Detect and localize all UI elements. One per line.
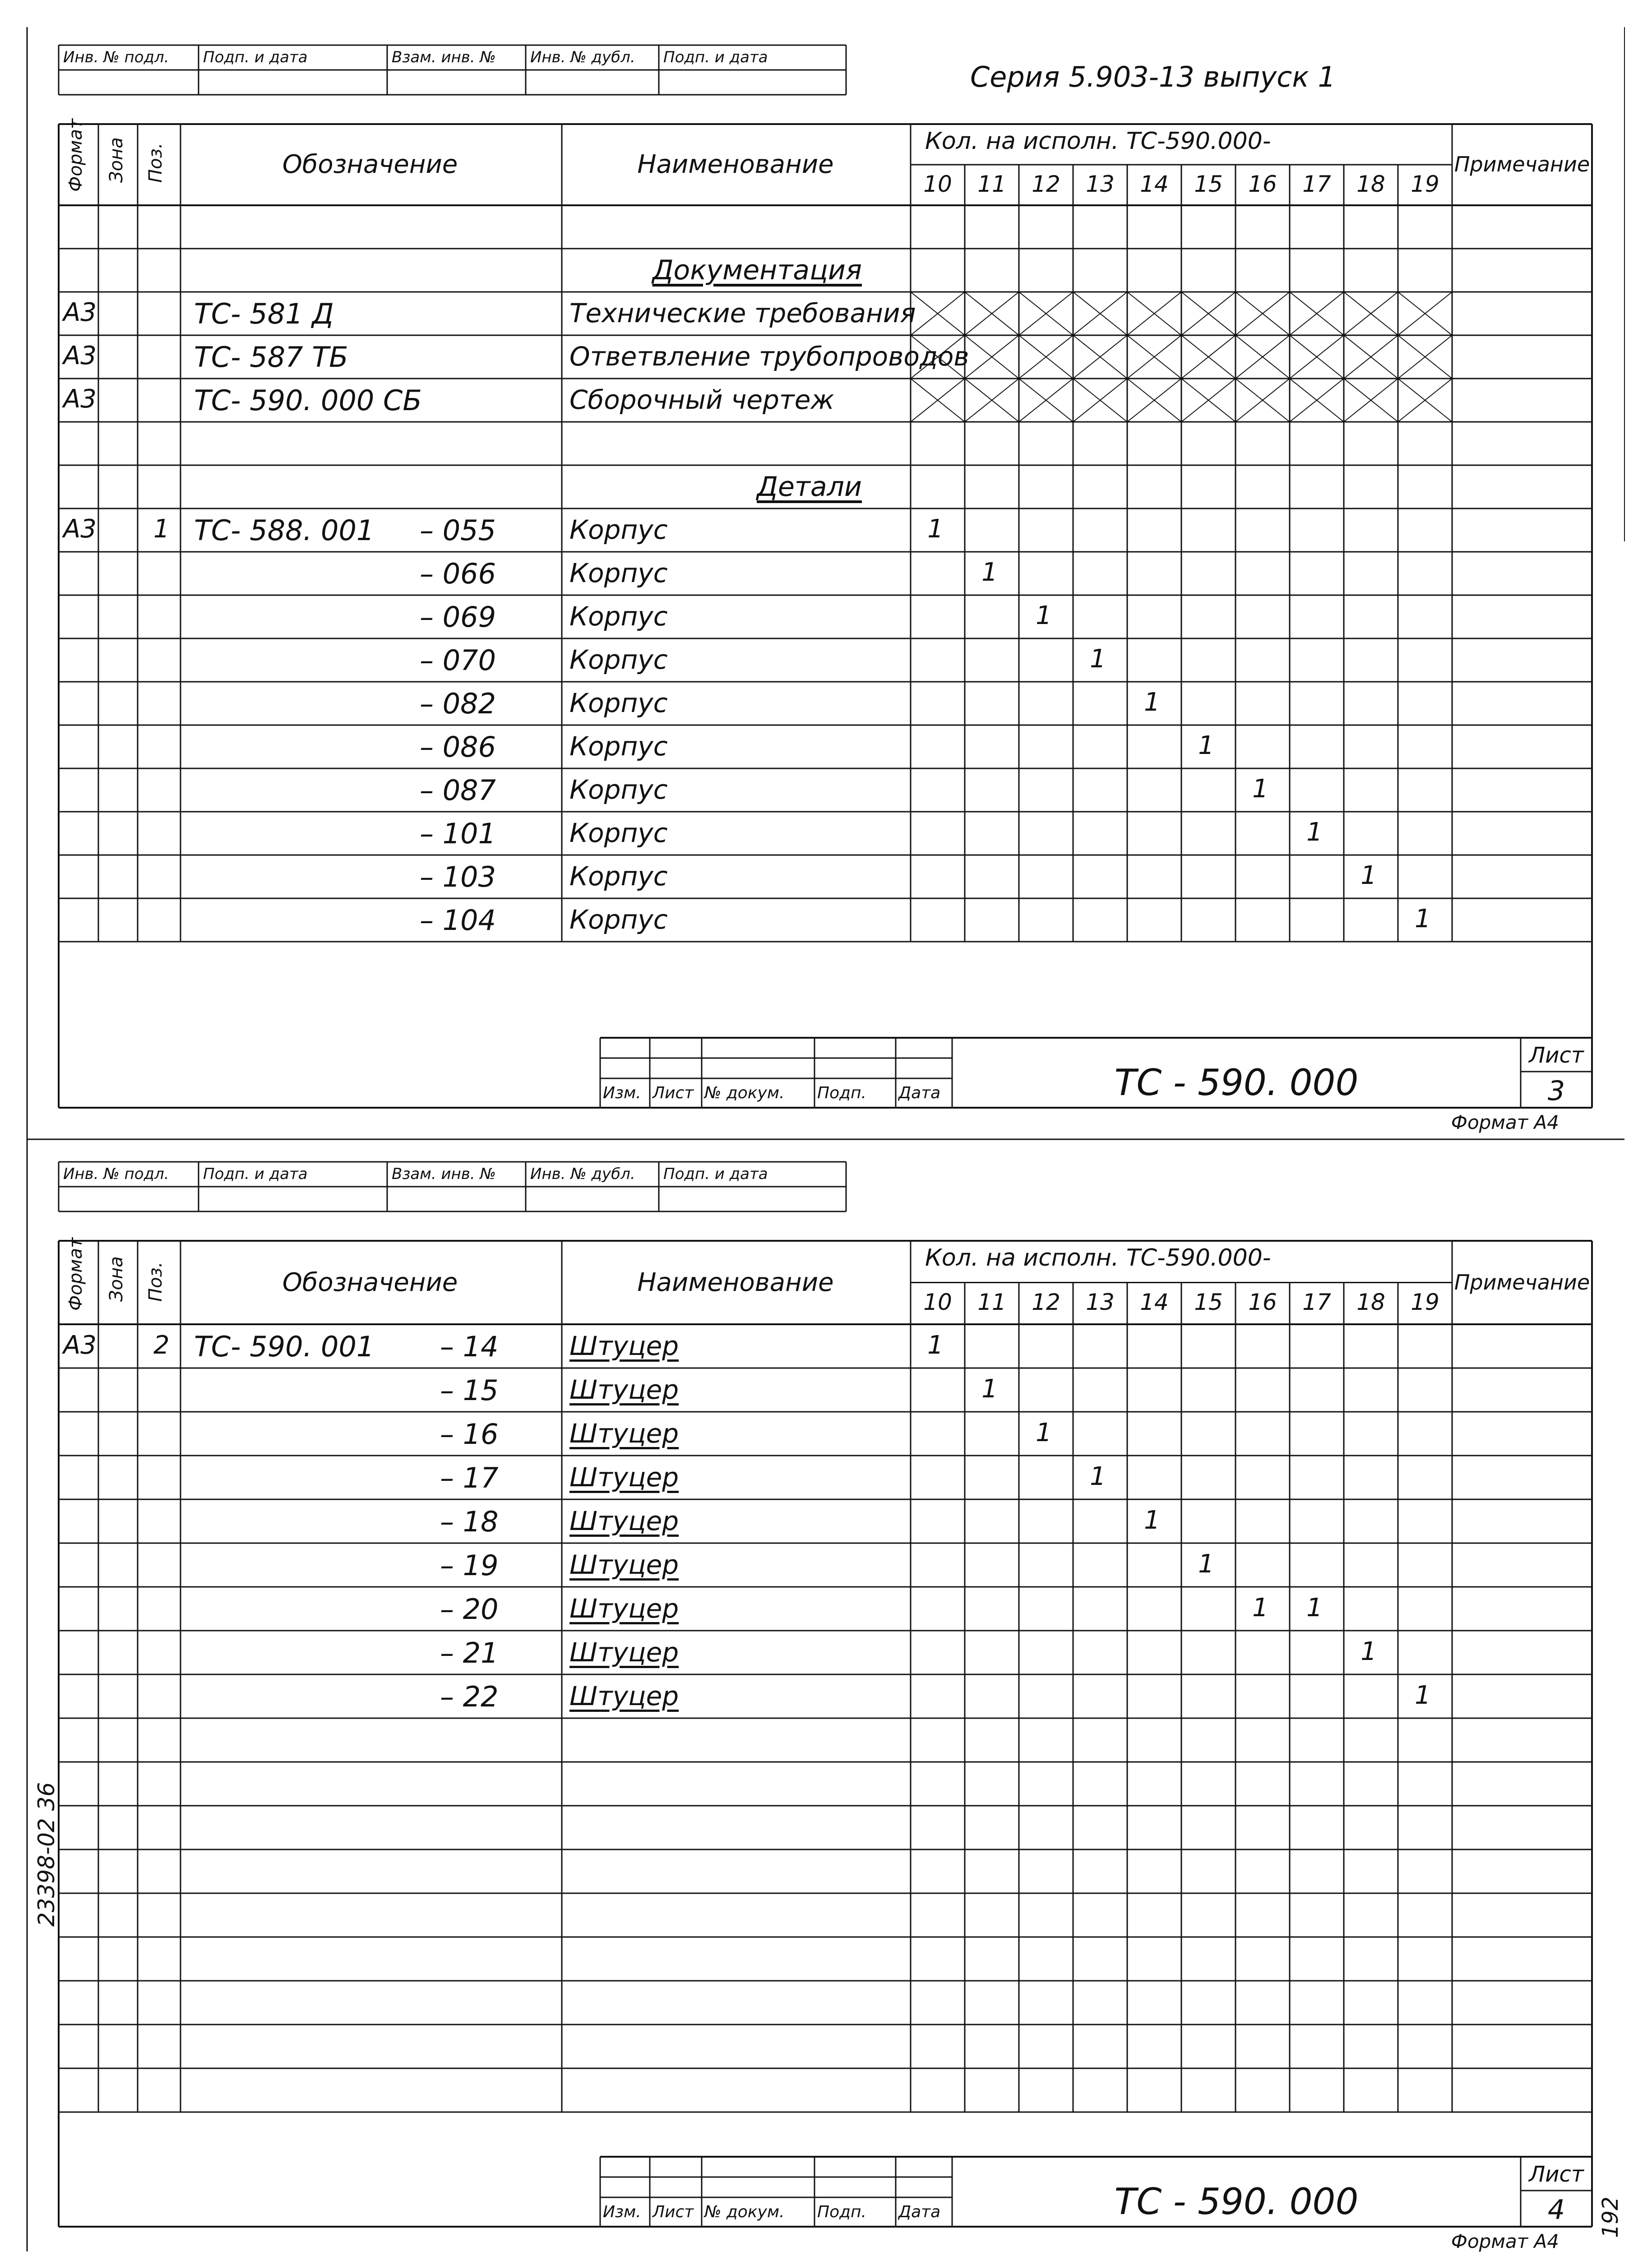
stamp-label: Подп. и дата [663,48,768,66]
name-cell: Корпус [569,601,668,632]
name-cell: Штуцер [569,1461,679,1493]
format-cell: А3 [63,1330,97,1360]
qty-mark: 1 [1252,1593,1268,1623]
qty-header: Кол. на исполн. ТС-590.000- [925,128,1271,155]
format-header: Формат [65,118,86,192]
stamp-label: Взам. инв. № [392,48,496,66]
designation-header: Обозначение [282,1267,458,1297]
designation-suffix: – 055 [420,514,496,547]
qty-mark: 1 [1360,861,1377,890]
title-block-label: Дата [898,1084,941,1102]
variant-header: 13 [1086,1289,1115,1315]
pos-cell: 2 [153,1330,170,1360]
name-cell: Корпус [569,644,668,675]
section-heading: Детали [757,471,862,503]
designation-suffix: – 082 [420,687,496,720]
variant-header: 15 [1194,171,1223,197]
section-heading: Документация [652,254,862,286]
sheet-number: 4 [1547,2194,1565,2226]
designation-cell: ТС- 587 ТБ [194,341,348,374]
variant-header: 14 [1140,171,1169,197]
title-block-label: Изм. [603,2203,641,2221]
variant-header: 12 [1032,171,1060,197]
designation-header: Обозначение [282,150,458,179]
archive-number: 23398-02 36 [33,1782,60,1927]
name-cell: Штуцер [569,1330,679,1361]
pos-header: Поз. [145,143,166,183]
title-block-label: Дата [898,2203,941,2221]
designation-suffix: – 101 [420,817,496,850]
variant-header: 14 [1140,1289,1169,1315]
designation-suffix: – 103 [420,860,496,893]
sheet-label: Лист [1529,1043,1584,1068]
name-cell: Штуцер [569,1680,679,1711]
designation-cell: ТС- 590. 000 СБ [194,384,422,417]
title-block-label: Подп. [817,1084,866,1102]
variant-header: 13 [1086,171,1115,197]
stamp-label: Инв. № дубл. [530,1165,635,1183]
variant-header: 17 [1302,1289,1331,1315]
name-cell: Корпус [569,904,668,935]
variant-header: 16 [1248,1289,1277,1315]
sheet-label: Лист [1529,2162,1584,2187]
note-header: Примечание [1454,1270,1590,1294]
zone-header: Зона [106,137,127,183]
name-cell: Корпус [569,818,668,848]
name-cell: Корпус [569,688,668,718]
name-cell: Ответвление трубопроводов [569,341,969,372]
name-cell: Сборочный чертеж [569,384,834,415]
qty-mark: 1 [1144,1505,1160,1535]
pos-cell: 1 [153,514,170,544]
format-label: Формат А4 [1451,1111,1559,1133]
variant-header: 17 [1302,171,1331,197]
variant-header: 12 [1032,1289,1060,1315]
qty-mark: 1 [1306,1593,1323,1623]
designation-suffix: – 21 [440,1636,499,1669]
format-cell: А3 [63,384,97,414]
designation-suffix: – 16 [440,1417,499,1451]
qty-mark: 1 [981,558,998,587]
designation-cell: ТС- 590. 001 [194,1330,375,1363]
name-cell: Штуцер [569,1374,679,1405]
designation-suffix: – 104 [420,904,496,937]
name-cell: Корпус [569,731,668,762]
name-header: Наименование [637,1267,834,1297]
qty-mark: 1 [1036,1418,1052,1447]
designation-suffix: – 20 [440,1592,499,1626]
name-cell: Штуцер [569,1505,679,1536]
title-block-label: Лист [652,2203,694,2221]
designation-suffix: – 066 [420,557,496,590]
name-cell: Штуцер [569,1637,679,1668]
qty-mark: 1 [1415,904,1431,934]
format-cell: А3 [63,341,97,370]
zone-header: Зона [106,1256,127,1302]
qty-mark: 1 [1198,1549,1214,1579]
title-block-label: Подп. [817,2203,866,2221]
stamp-label: Подп. и дата [203,1165,308,1183]
title-block-label: Изм. [603,1084,641,1102]
sheet-number: 3 [1547,1075,1565,1107]
qty-mark: 1 [981,1374,998,1404]
series-note: Серия 5.903-13 выпуск 1 [970,60,1336,93]
designation-suffix: – 18 [440,1505,499,1538]
qty-mark: 1 [1252,774,1268,804]
document-code: ТС - 590. 000 [1114,2181,1359,2223]
format-cell: А3 [63,514,97,544]
designation-suffix: – 086 [420,730,496,763]
stamp-label: Подп. и дата [663,1165,768,1183]
page-number: 192 [1598,2196,1623,2238]
variant-header: 10 [923,1289,952,1315]
name-cell: Штуцер [569,1418,679,1449]
qty-mark: 1 [1198,731,1214,760]
note-header: Примечание [1454,152,1590,176]
qty-mark: 1 [1306,818,1323,847]
stamp-label: Подп. и дата [203,48,308,66]
designation-suffix: – 22 [440,1680,499,1713]
name-cell: Штуцер [569,1549,679,1580]
variant-header: 10 [923,171,952,197]
name-cell: Технические требования [569,298,916,328]
name-cell: Корпус [569,861,668,892]
designation-suffix: – 17 [440,1461,499,1494]
qty-mark: 1 [927,514,944,544]
name-cell: Корпус [569,514,668,545]
variant-header: 11 [977,171,1006,197]
qty-mark: 1 [1090,644,1106,674]
title-block-label: № докум. [704,2203,785,2221]
designation-suffix: – 15 [440,1373,499,1407]
variant-header: 18 [1356,1289,1385,1315]
designation-suffix: – 070 [420,644,496,677]
title-block-label: Лист [652,1084,694,1102]
designation-suffix: – 19 [440,1549,499,1582]
designation-suffix: – 14 [440,1330,499,1363]
variant-header: 11 [977,1289,1006,1315]
document-code: ТС - 590. 000 [1114,1062,1359,1104]
name-cell: Корпус [569,558,668,588]
qty-mark: 1 [1360,1637,1377,1666]
variant-header: 15 [1194,1289,1223,1315]
variant-header: 19 [1411,171,1439,197]
designation-cell: ТС- 588. 001 [194,514,375,547]
designation-suffix: – 069 [420,601,496,633]
designation-suffix: – 087 [420,774,496,807]
designation-cell: ТС- 581 Д [194,297,334,330]
name-header: Наименование [637,150,834,179]
format-header: Формат [65,1237,86,1311]
variant-header: 19 [1411,1289,1439,1315]
variant-header: 16 [1248,171,1277,197]
title-block-label: № докум. [704,1084,785,1102]
qty-mark: 1 [1036,601,1052,630]
pos-header: Поз. [145,1262,166,1302]
qty-mark: 1 [1144,688,1160,717]
variant-header: 18 [1356,171,1385,197]
stamp-label: Инв. № дубл. [530,48,635,66]
qty-mark: 1 [1090,1461,1106,1491]
stamp-label: Инв. № подл. [63,48,169,66]
format-cell: А3 [63,298,97,327]
qty-mark: 1 [927,1330,944,1360]
format-label: Формат А4 [1451,2230,1559,2252]
stamp-label: Инв. № подл. [63,1165,169,1183]
name-cell: Штуцер [569,1593,679,1624]
name-cell: Корпус [569,774,668,805]
qty-mark: 1 [1415,1680,1431,1710]
stamp-label: Взам. инв. № [392,1165,496,1183]
qty-header: Кол. на исполн. ТС-590.000- [925,1244,1271,1271]
